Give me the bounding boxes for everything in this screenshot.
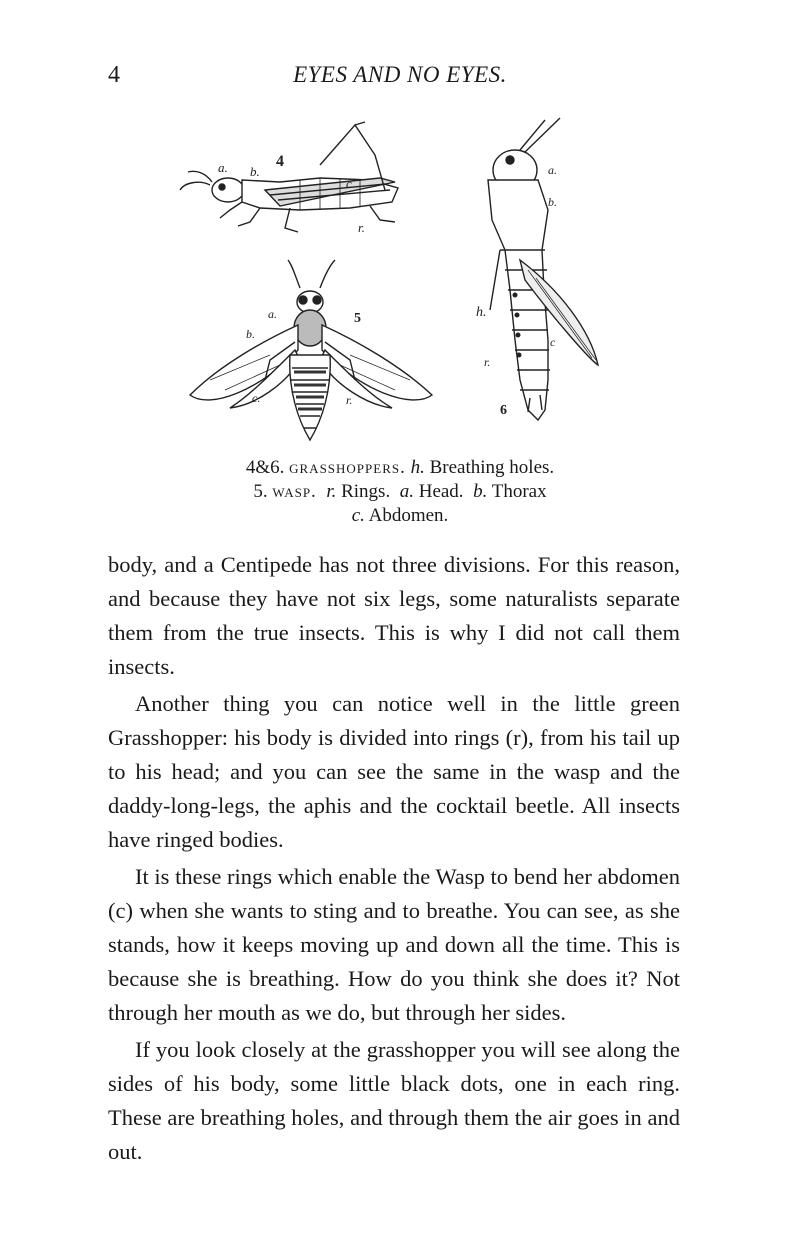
wasp-top-view: [190, 260, 432, 440]
caption-breathing-holes: Breathing holes.: [429, 457, 555, 478]
fig5-label-b: b.: [246, 327, 255, 341]
caption-fig-number: 4&6.: [245, 457, 285, 478]
fig6-label-c: c: [550, 335, 556, 349]
fig4-label-c: c: [346, 176, 352, 191]
fig5-number: 5: [354, 311, 361, 326]
paragraph: It is these rings which enable the Wasp to bend her abdomen (c) when she wants to sting and to breathe. You can see, as she stands, how it keeps moving up and down all the time. This is because she is breathing. How do you think she does it? Not through her mouth as we do, but through her sides.: [108, 864, 680, 1025]
paragraph: Another thing you can notice well in the little green Grasshopper: his body is divided into rings (r), from his tail up to his head; and you can see the same in the wasp and the daddy-long-legs, the aphis and the cocktail beetle. All insects have ringed bodies.: [108, 691, 680, 852]
caption-rings: Rings.: [341, 481, 391, 502]
caption-abdomen: Abdomen.: [368, 505, 449, 526]
fig5-label-c: c.: [252, 391, 261, 405]
caption-h-label: h.: [410, 457, 425, 478]
fig4-label-b: b.: [250, 164, 260, 179]
caption-thorax: Thorax: [491, 481, 547, 502]
caption-grasshoppers: grasshoppers.: [289, 457, 406, 478]
caption-line-2: [0, 480, 800, 504]
paragraph: body, and a Centipede has not three divisions. For this reason, and because they have not six legs, some naturalists separate them from the true insects. This is why I did not call them insects.: [108, 552, 680, 679]
page-number: 4: [108, 62, 120, 88]
caption-b-label: b.: [473, 481, 488, 502]
caption-line-1: [0, 456, 800, 480]
paragraph: If you look closely at the grasshopper you will see along the sides of his body, some little black dots, one in each ring. These are breathing holes, and through them the air goes in and out.: [108, 1037, 680, 1164]
fig6-label-r: r.: [484, 355, 491, 369]
grasshopper-vertical-view: [488, 118, 598, 420]
caption-c-label: c.: [351, 505, 365, 526]
caption-line-3: [0, 504, 800, 528]
fig5-label-a: a.: [268, 307, 277, 321]
body-text: [108, 548, 680, 1172]
grasshopper-side-view: [180, 122, 398, 232]
caption-r-label: r.: [326, 481, 337, 502]
caption-a-label: a.: [399, 481, 414, 502]
caption-fig5-number: 5.: [253, 481, 268, 502]
figure-caption: [0, 456, 800, 528]
fig6-number: 6: [500, 403, 507, 418]
fig6-label-h: h.: [476, 305, 487, 320]
insect-engraving: [170, 110, 630, 455]
fig4-label-r: r.: [358, 220, 365, 235]
fig6-label-a: a.: [548, 163, 557, 177]
running-title: EYES AND NO EYES.: [293, 62, 507, 87]
caption-wasp: wasp.: [272, 481, 317, 502]
fig4-number: 4: [276, 153, 284, 170]
fig6-label-b: b.: [548, 195, 557, 209]
fig5-label-r: r.: [346, 393, 353, 407]
fig4-label-a: a.: [218, 160, 228, 175]
insect-illustration: [170, 110, 630, 455]
caption-head: Head.: [418, 481, 464, 502]
